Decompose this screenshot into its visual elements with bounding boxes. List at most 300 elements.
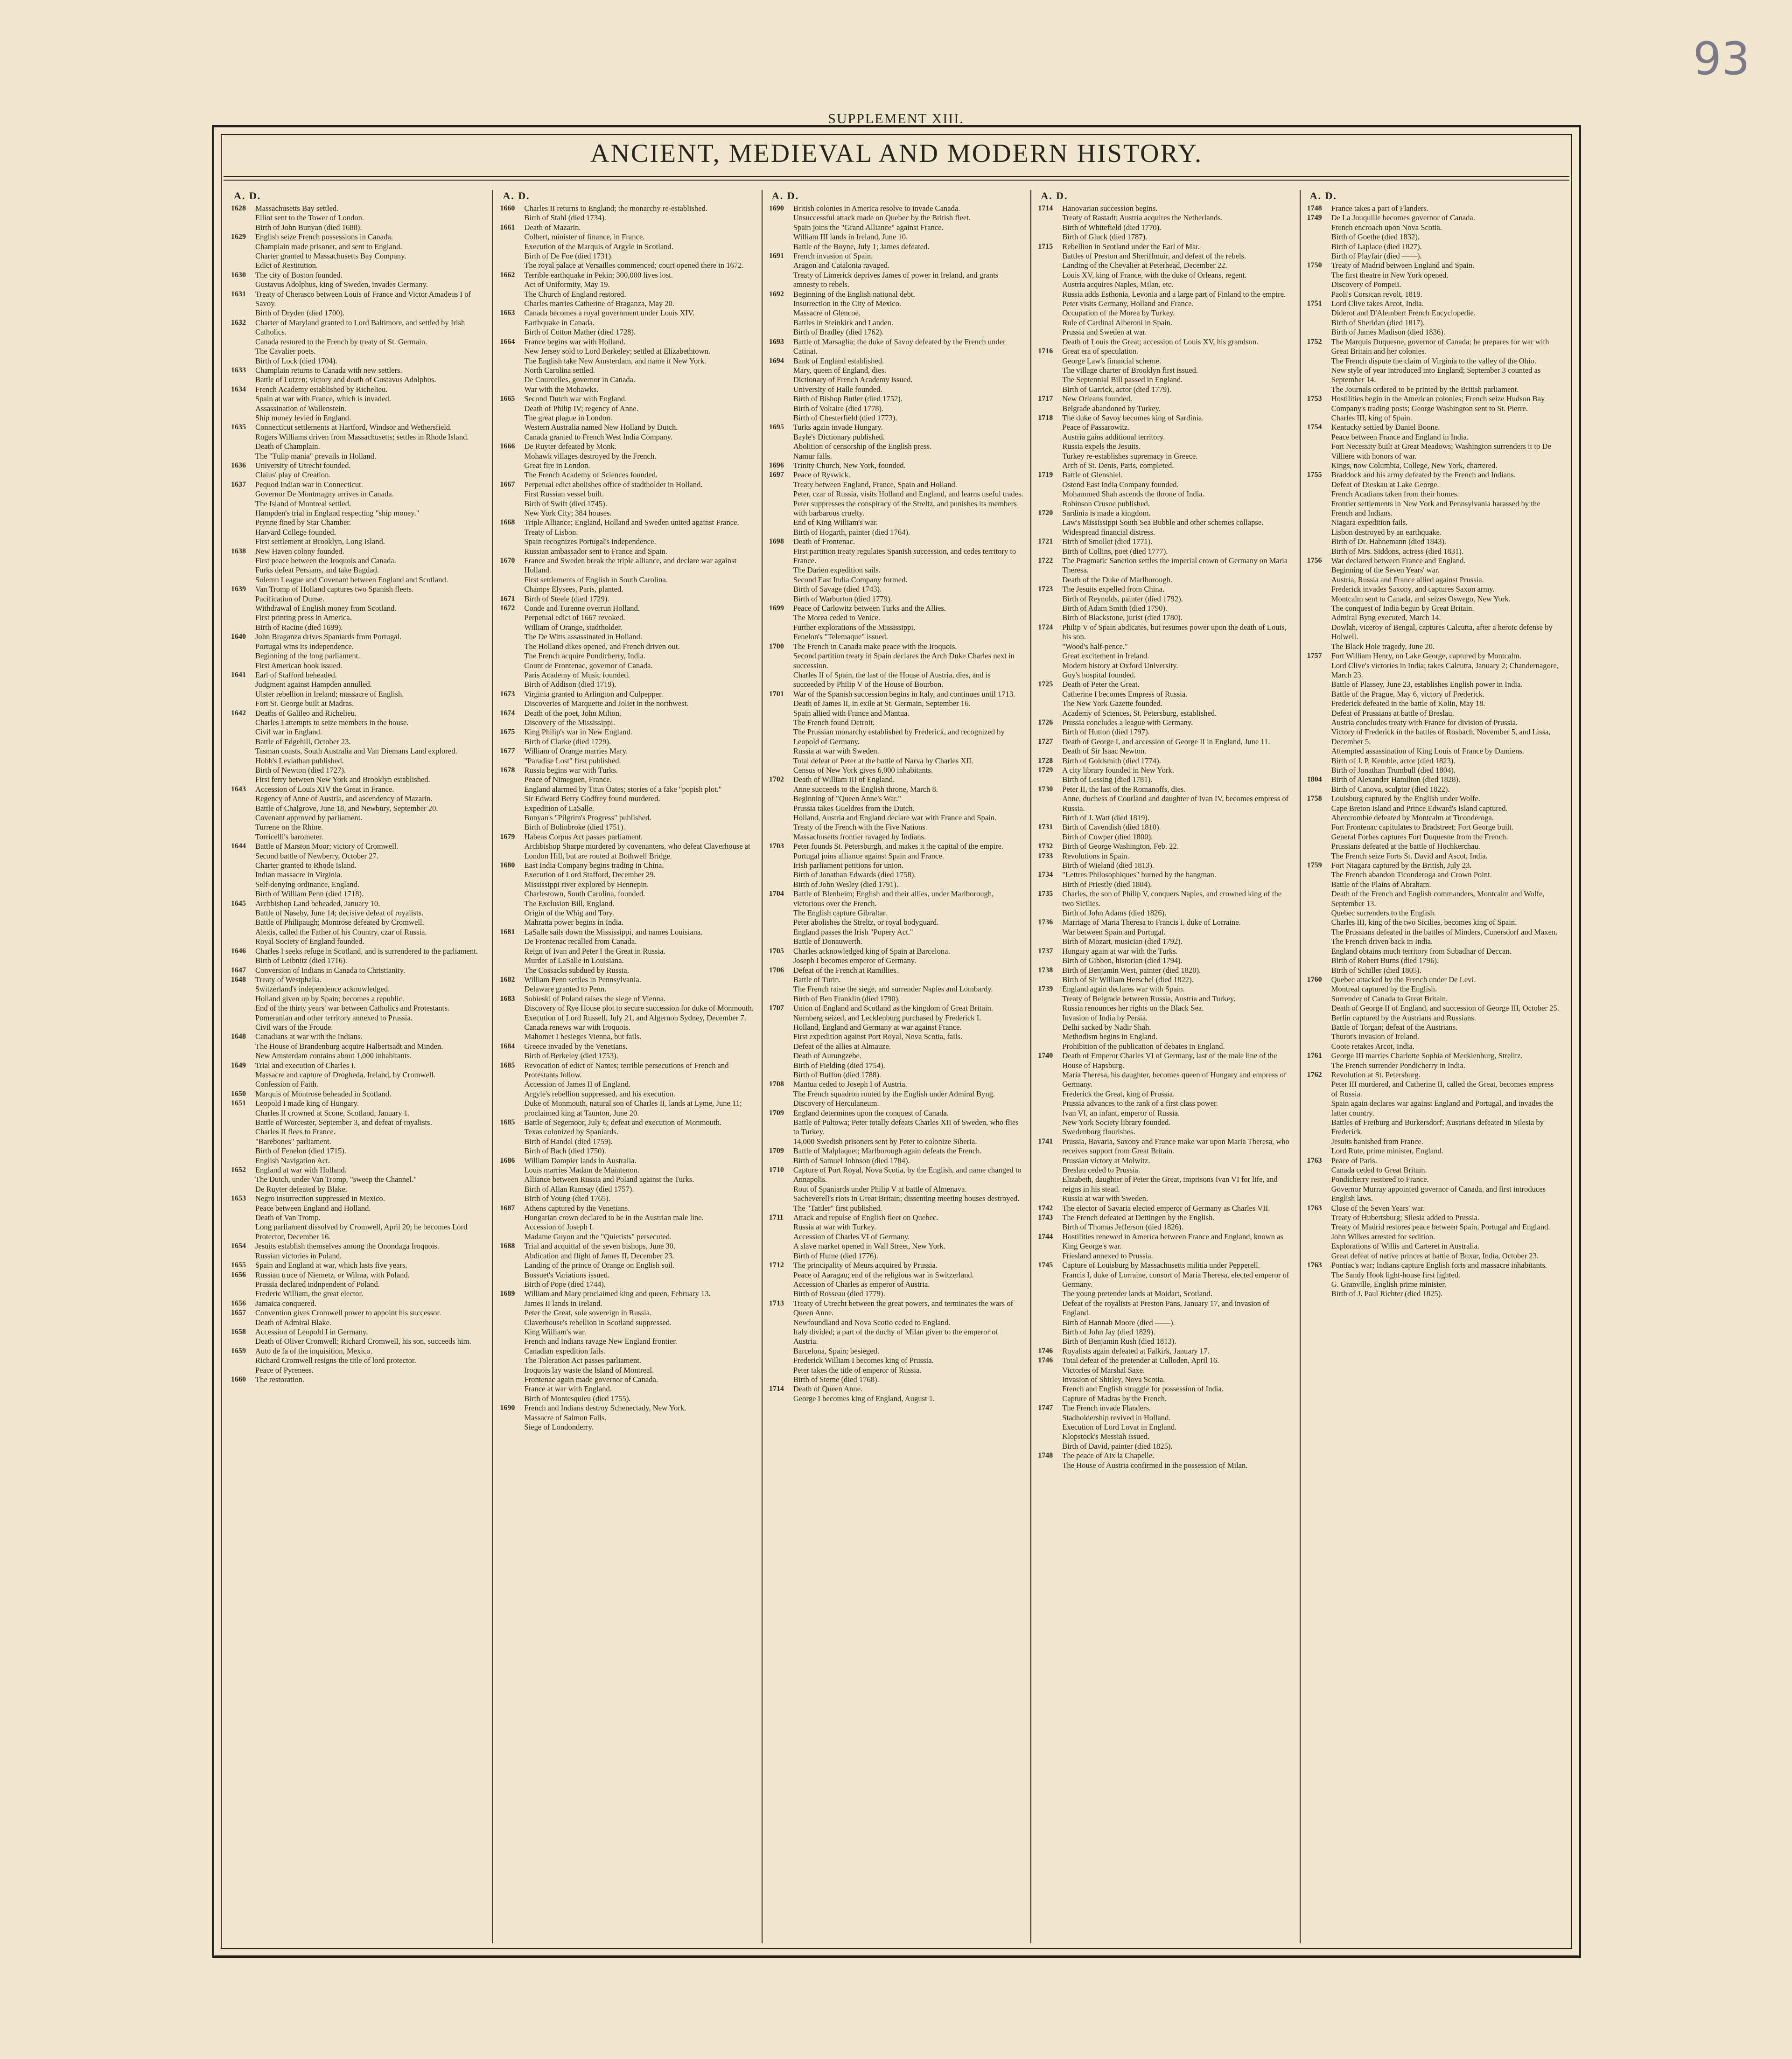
entry-text: Aragon and Catalonia ravaged. <box>793 261 890 270</box>
history-entry <box>769 1109 1024 1118</box>
entry-year: 1754 <box>1307 423 1322 432</box>
history-entry <box>769 433 1024 442</box>
entry-year: 1804 <box>1307 775 1322 784</box>
history-entry <box>1307 280 1562 289</box>
entry-text: Birth of Thomas Jefferson (died 1826). <box>1062 1222 1183 1232</box>
entry-text: Frontenac again made governor of Canada. <box>524 1375 658 1384</box>
history-entry <box>1038 690 1293 699</box>
entry-text: Invasion of Shirley, Nova Scotia. <box>1062 1375 1165 1384</box>
history-entry <box>1038 1261 1293 1270</box>
entry-text: De La Jouquille becomes governor of Canada. <box>1331 213 1475 223</box>
entry-year: 1721 <box>1038 537 1053 546</box>
history-entry <box>500 518 755 527</box>
history-entry <box>500 461 755 470</box>
entry-text: Birth of Priestly (died 1804). <box>1062 879 1152 889</box>
entry-text: De Frontenac recalled from Canada. <box>524 937 637 946</box>
entry-text: Frederick invades Saxony, and captures Saxon army. <box>1331 585 1495 594</box>
entry-year: 1645 <box>231 899 246 907</box>
entry-text: Birth of Jonathan Edwards (died 1758). <box>793 870 916 879</box>
entry-text: Treaty of Madrid between England and Spain. <box>1331 261 1475 270</box>
history-entry <box>231 1127 486 1137</box>
entry-text: Philip V of Spain abdicates, but resumes power upon the death of Louis, his son. <box>1062 622 1287 642</box>
history-entry <box>1307 984 1562 994</box>
history-entry <box>500 1289 755 1298</box>
history-entry <box>769 908 1024 918</box>
entry-text: Birth of Dr. Hahnemann (died 1843). <box>1331 537 1447 546</box>
history-entry <box>500 337 755 347</box>
history-entry <box>1038 1023 1293 1032</box>
history-entry <box>231 842 486 851</box>
entry-year: 1713 <box>769 1299 784 1307</box>
entry-text: Birth of Smollet (died 1771). <box>1062 537 1153 546</box>
history-entry <box>500 280 755 289</box>
entry-text: The duke of Savoy becomes king of Sardinia. <box>1062 413 1204 422</box>
entry-text: Niagara expedition fails. <box>1331 518 1408 527</box>
entry-text: Discovery of Rye House plot to secure succession for duke of Monmouth. <box>524 1004 754 1013</box>
history-entry <box>231 347 486 356</box>
entry-text: Delaware granted to Penn. <box>524 984 607 994</box>
entry-text: Death of Admiral Blake. <box>255 1318 332 1327</box>
history-entry <box>1307 328 1562 337</box>
entry-text: John Wilkes arrested for sedition. <box>1331 1232 1435 1241</box>
history-entry <box>500 766 755 775</box>
entry-text: Western Australia named New Holland by Dutch. <box>524 423 678 432</box>
entry-year: 1636 <box>231 461 246 469</box>
history-entry <box>231 651 486 661</box>
entry-year: 1629 <box>231 233 246 241</box>
history-entry <box>1307 813 1562 823</box>
entry-text: Auto de fa of the inquisition, Mexico. <box>255 1346 372 1355</box>
history-entry <box>500 613 755 622</box>
entry-text: Mahratta power begins in India. <box>524 918 623 927</box>
entry-text: Regency of Anne of Austria, and ascendency of Mazarin. <box>255 794 433 803</box>
entry-text: Discovery of Pompeii. <box>1331 280 1401 289</box>
entry-text: England alarmed by Titus Oates; stories of a fake "popish plot." <box>524 784 722 794</box>
history-entry <box>769 709 1024 718</box>
entry-text: Lord Rute, prime minister, England. <box>1331 1146 1443 1156</box>
entry-year: 1665 <box>500 395 515 403</box>
history-entry <box>231 271 486 280</box>
entry-text: Academy of Sciences, St. Petersburg, established. <box>1062 708 1217 718</box>
entry-year: 1711 <box>769 1214 784 1222</box>
history-entry <box>500 1347 755 1356</box>
history-entry <box>769 480 1024 489</box>
entry-text: Revocation of edict of Nantes; terrible persecutions of French and Protestants follow. <box>524 1061 729 1079</box>
history-entry <box>1038 1251 1293 1261</box>
history-entry <box>231 1318 486 1327</box>
entry-text: Prussia advances to the rank of a first class power. <box>1062 1099 1218 1108</box>
entry-year: 1695 <box>769 423 784 432</box>
entry-text: Joseph I becomes emperor of Germany. <box>793 956 917 965</box>
entry-text: "Wood's half-pence." <box>1062 642 1128 651</box>
history-entry <box>231 1222 486 1242</box>
entry-year: 1743 <box>1038 1214 1053 1222</box>
history-entry <box>1038 1232 1293 1251</box>
history-entry <box>769 575 1024 585</box>
history-entry <box>231 623 486 632</box>
history-entry <box>231 870 486 879</box>
entry-text: Marriage of Maria Theresa to Francis I, duke of Lorraine. <box>1062 918 1241 927</box>
entry-text: George Law's financial scheme. <box>1062 356 1162 365</box>
history-entry <box>231 290 486 309</box>
history-entry <box>769 1023 1024 1032</box>
history-entry <box>769 984 1024 994</box>
history-entry <box>1307 861 1562 870</box>
entry-text: Austria gains additional territory. <box>1062 432 1165 441</box>
entry-year: 1653 <box>231 1194 246 1203</box>
entry-text: Birth of Bach (died 1750). <box>524 1146 606 1156</box>
entry-text: First peace between the Iroquois and Canada. <box>255 556 396 565</box>
history-entry <box>1307 1242 1562 1251</box>
entry-year: 1661 <box>500 223 515 231</box>
history-entry <box>500 1356 755 1365</box>
entry-text: Discovery of Herculaneum. <box>793 1099 879 1108</box>
history-entry <box>500 1175 755 1184</box>
history-entry <box>500 594 755 604</box>
entry-text: Rogers Williams driven from Massachusetts; settles in Rhode Island. <box>255 432 469 441</box>
history-entry <box>1307 1051 1562 1061</box>
entry-year: 1667 <box>500 480 515 489</box>
history-entry <box>1307 651 1562 661</box>
history-entry <box>500 1146 755 1156</box>
entry-text: Birth of Sir William Herschel (died 1822). <box>1062 975 1194 984</box>
entry-text: Birth of Montesquieu (died 1755). <box>524 1394 631 1403</box>
entry-year: 1671 <box>500 594 515 603</box>
history-entry <box>231 489 486 499</box>
history-entry <box>500 1194 755 1203</box>
entry-text: Birth of Bishop Butler (died 1752). <box>793 394 903 404</box>
history-entry <box>769 813 1024 823</box>
history-entry <box>231 204 486 213</box>
entry-text: Withdrawal of English money from Scotland. <box>255 604 397 613</box>
page-number: 93 <box>1693 33 1750 85</box>
entry-year: 1714 <box>769 1385 784 1393</box>
history-entry <box>500 661 755 670</box>
history-entry <box>231 1070 486 1080</box>
entry-year: 1682 <box>500 975 515 984</box>
entry-year: 1758 <box>1307 795 1322 803</box>
history-entry <box>500 452 755 461</box>
entry-text: "Paradise Lost" first published. <box>524 756 621 765</box>
history-entry <box>231 213 486 223</box>
history-entry <box>231 1089 486 1099</box>
entry-year: 1737 <box>1038 947 1053 955</box>
entry-text: Claius' play of Creation. <box>255 470 331 480</box>
history-entry <box>231 223 486 232</box>
entry-text: George III marries Charlotte Sophia of Meckienburg, Strelitz. <box>1331 1051 1523 1061</box>
entry-text: Accession of James II of England. <box>524 1080 631 1089</box>
history-entry <box>500 1080 755 1089</box>
history-entry <box>769 1146 1024 1156</box>
history-entry <box>500 1299 755 1308</box>
entry-text: New Orleans founded. <box>1062 394 1132 404</box>
entry-text: Russia at war with Sweden. <box>1062 1194 1148 1203</box>
entry-text: The Journals ordered to be printed by the British parliament. <box>1331 384 1519 394</box>
entry-text: Canada granted to French West India Company. <box>524 432 672 441</box>
history-entry <box>500 1023 755 1032</box>
history-entry <box>769 337 1024 356</box>
history-entry <box>231 1327 486 1337</box>
history-entry <box>1307 727 1562 747</box>
entry-year: 1763 <box>1307 1204 1322 1212</box>
entry-text: The Cavalier poets. <box>255 347 316 356</box>
history-column <box>492 190 761 1943</box>
entry-year: 1709 <box>769 1147 784 1155</box>
history-entry <box>769 1080 1024 1089</box>
entry-text: John Braganza drives Spaniards from Portugal. <box>255 632 402 642</box>
history-entry <box>769 1042 1024 1051</box>
entry-text: Siege of Londonderry. <box>524 1423 594 1431</box>
history-entry <box>231 1194 486 1203</box>
entry-year: 1760 <box>1307 975 1322 984</box>
entry-text: Spain allied with France and Mantua. <box>793 708 910 718</box>
history-entry <box>1038 1356 1293 1365</box>
entry-text: Battle of Glenshiel. <box>1062 470 1123 480</box>
history-entry <box>1307 747 1562 756</box>
entry-text: G. Granville, English prime minister. <box>1331 1279 1447 1289</box>
entry-year: 1740 <box>1038 1052 1053 1060</box>
history-entry <box>1307 1042 1562 1051</box>
entry-text: The Jesuits expelled from China. <box>1062 585 1165 594</box>
entry-text: The French raise the siege, and surrender Naples and Lombardy. <box>793 984 993 994</box>
entry-text: Alexis, called the Father of his Country, czar of Russia. <box>255 927 427 936</box>
history-entry <box>231 737 486 747</box>
entry-text: Battle of the Boyne, July 1; James defeated. <box>793 242 930 251</box>
history-entry <box>1307 518 1562 527</box>
history-entry <box>769 470 1024 480</box>
entry-text: Treaty of the French with the Five Nations. <box>793 823 927 832</box>
history-entry <box>1038 1070 1293 1089</box>
history-entry <box>769 442 1024 451</box>
entry-text: Peace of Passarowitz. <box>1062 423 1130 432</box>
history-entry <box>500 1413 755 1423</box>
entry-text: New York Society library founded. <box>1062 1118 1171 1127</box>
history-entry <box>769 1051 1024 1061</box>
history-entry <box>1307 223 1562 232</box>
entry-text: Birth of John Adams (died 1826). <box>1062 908 1167 918</box>
entry-text: William and Mary proclaimed king and queen, February 13. <box>524 1289 711 1298</box>
history-entry <box>1038 994 1293 1004</box>
entry-year: 1658 <box>231 1327 246 1336</box>
history-entry <box>769 842 1024 851</box>
entry-text: Origin of the Whig and Tory. <box>524 908 614 918</box>
entry-text: A city library founded in New York. <box>1062 765 1174 775</box>
history-entry <box>1038 794 1293 813</box>
entry-text: Battle of Marston Moor; victory of Cromwell. <box>255 842 399 851</box>
entry-text: Law's Mississippi South Sea Bubble and other schemes collapse. <box>1062 518 1264 527</box>
history-entry <box>1038 452 1293 461</box>
history-entry <box>500 1089 755 1099</box>
entry-text: France takes a part of Flanders. <box>1331 204 1428 213</box>
history-entry <box>1307 213 1562 223</box>
entry-text: Negro insurrection suppressed in Mexico. <box>255 1194 385 1203</box>
entry-text: Birth of Hogarth, painter (died 1764). <box>793 527 910 537</box>
entry-text: Second East India Company formed. <box>793 575 908 584</box>
history-entry <box>1307 1013 1562 1023</box>
history-entry <box>231 709 486 718</box>
entry-text: Birth of Dryden (died 1700). <box>255 308 345 318</box>
history-entry <box>769 423 1024 432</box>
entry-text: The French in Canada make peace with the Iroquois. <box>793 642 957 651</box>
entry-text: The Pragmatic Sanction settles the imperial crown of Germany on Maria Theresa. <box>1062 556 1288 575</box>
entry-text: Jesuits banished from France. <box>1331 1137 1423 1146</box>
history-entry <box>1307 928 1562 937</box>
entry-text: Death of Mazarin. <box>524 223 581 232</box>
entry-text: Battle of Donauwerth. <box>793 937 862 946</box>
history-entry <box>1038 1204 1293 1213</box>
history-entry <box>1038 766 1293 775</box>
entry-text: A slave market opened in Wall Street, New York. <box>793 1242 945 1251</box>
entry-text: Birth of Sheridan (died 1817). <box>1331 318 1425 327</box>
history-entry <box>769 1318 1024 1327</box>
history-entry <box>231 1042 486 1051</box>
entry-text: Trial and execution of Charles I. <box>255 1061 356 1070</box>
history-entry <box>231 1366 486 1375</box>
entry-year: 1639 <box>231 585 246 593</box>
entry-text: First expedition against Port Royal, Nova Scotia, fails. <box>793 1032 963 1041</box>
entry-text: Birth of Bradley (died 1762). <box>793 328 884 337</box>
entry-year: 1747 <box>1038 1404 1053 1412</box>
entry-year: 1716 <box>1038 347 1053 356</box>
entry-text: "Barebones" parliament. <box>255 1137 331 1146</box>
entry-text: Champs Elysees, Paris, planted. <box>524 585 623 594</box>
entry-text: Birth of Leibnitz (died 1716). <box>255 956 347 965</box>
history-entry <box>769 290 1024 299</box>
entry-year: 1674 <box>500 709 515 717</box>
entry-text: Peter founds St. Petersburgh, and makes it the capital of the empire. <box>793 842 1004 851</box>
history-entry <box>769 604 1024 613</box>
history-entry <box>1038 756 1293 766</box>
entry-text: Death of Oliver Cromwell; Richard Cromwell, his son, succeeds him. <box>255 1337 471 1346</box>
history-entry <box>500 775 755 784</box>
entry-year: 1745 <box>1038 1261 1053 1270</box>
history-entry <box>769 594 1024 604</box>
history-entry <box>1038 727 1293 737</box>
history-entry <box>769 613 1024 622</box>
entry-text: Birth of Cavendish (died 1810). <box>1062 823 1161 832</box>
entry-text: Marquis of Montrose beheaded in Scotland. <box>255 1089 392 1098</box>
history-entry <box>500 223 755 232</box>
history-entry <box>1307 204 1562 213</box>
entry-text: Charles acknowledged king of Spain at Barcelona. <box>793 946 950 956</box>
history-entry <box>500 832 755 842</box>
entry-text: Berlin captured by the Austrians and Russians. <box>1331 1013 1476 1022</box>
history-entry <box>769 1242 1024 1251</box>
history-entry <box>500 1366 755 1375</box>
entry-text: Paris Academy of Music founded. <box>524 670 630 679</box>
history-entry <box>231 966 486 975</box>
entry-text: Birth of Reynolds, painter (died 1792). <box>1062 594 1183 603</box>
entry-text: Great fire in London. <box>524 461 590 470</box>
history-entry <box>1038 1004 1293 1013</box>
history-entry <box>769 1070 1024 1080</box>
history-entry <box>1307 537 1562 546</box>
history-entry <box>769 670 1024 690</box>
history-entry <box>500 366 755 375</box>
entry-text: Landing of the prince of Orange on English soil. <box>524 1261 675 1270</box>
entry-text: Occupation of the Morea by Turkey. <box>1062 308 1175 318</box>
entry-text: Birth of Goethe (died 1832). <box>1331 232 1420 242</box>
entry-text: Beginning of the Seven Years' war. <box>1331 565 1440 575</box>
entry-text: Mississippi river explored by Hennepin. <box>524 879 649 889</box>
entry-text: New style of year introduced into England; September 3 counted as September 14. <box>1331 365 1541 384</box>
history-entry <box>1307 556 1562 565</box>
history-entry <box>500 975 755 984</box>
entry-text: The Holland dikes opened, and French driven out. <box>524 642 680 651</box>
history-entry <box>769 651 1024 670</box>
entry-text: The Morea ceded to Venice. <box>793 613 881 622</box>
history-entry <box>1307 947 1562 956</box>
entry-text: Birth of Laplace (died 1827). <box>1331 242 1422 251</box>
entry-text: Ship money levied in England. <box>255 413 351 422</box>
entry-text: Defeat of Prussians at battle of Breslau. <box>1331 708 1454 718</box>
history-entry <box>1038 509 1293 518</box>
entry-text: Battles of Preston and Sheriffmuir, and defeat of the rebels. <box>1062 251 1246 261</box>
entry-text: England determines upon the conquest of Canada. <box>793 1108 949 1117</box>
entry-text: Close of the Seven Years' war. <box>1331 1203 1425 1213</box>
entry-text: Death of George II of England, and succession of George III, October 25. <box>1331 1004 1559 1013</box>
history-entry <box>1307 794 1562 803</box>
entry-text: The French abandon Ticonderoga and Crown Point. <box>1331 870 1492 879</box>
history-entry <box>1038 366 1293 375</box>
entry-text: Convention gives Cromwell power to appoint his successor. <box>255 1308 441 1318</box>
history-entry <box>1307 489 1562 499</box>
entry-year: 1746 <box>1038 1347 1053 1355</box>
entry-text: Governor De Montmagny arrives in Canada. <box>255 489 394 499</box>
history-entry <box>1038 433 1293 442</box>
entry-text: Death of James II, in exile at St. Germain, September 16. <box>793 699 971 708</box>
entry-text: The French Academy of Sciences founded. <box>524 470 658 480</box>
history-entry <box>231 1099 486 1108</box>
history-entry <box>1307 1118 1562 1137</box>
history-entry <box>231 747 486 756</box>
entry-text: Cape Breton Island and Prince Edward's Island captured. <box>1331 803 1508 813</box>
entry-text: Birth of Gluck (died 1787). <box>1062 232 1148 242</box>
entry-year: 1751 <box>1307 300 1322 308</box>
title-rule <box>224 176 1569 181</box>
entry-text: Prussia declared indnpendent of Poland. <box>255 1279 380 1289</box>
entry-year: 1709 <box>769 1109 784 1117</box>
entry-text: Birth of John Bunyan (died 1688). <box>255 223 362 232</box>
history-entry <box>500 966 755 975</box>
history-entry <box>231 261 486 270</box>
entry-text: Battle of Philipaugh; Montrose defeated by Cromwell. <box>255 918 424 927</box>
history-entry <box>1307 547 1562 556</box>
entry-year: 1631 <box>231 290 246 298</box>
history-entry <box>769 1222 1024 1232</box>
entry-year: 1685 <box>500 1061 515 1069</box>
history-entry <box>769 775 1024 784</box>
history-entry <box>1038 1118 1293 1127</box>
entry-text: William Dampier lands in Australia. <box>524 1156 637 1165</box>
history-entry <box>769 366 1024 375</box>
entry-text: Birth of Newton (died 1727). <box>255 765 346 775</box>
history-entry <box>769 308 1024 318</box>
history-entry <box>1307 1156 1562 1166</box>
history-entry <box>769 861 1024 870</box>
history-entry <box>1038 242 1293 251</box>
history-entry <box>1038 1337 1293 1346</box>
entry-text: Invasion of India by Persia. <box>1062 1013 1148 1022</box>
history-entry <box>231 480 486 489</box>
history-entry <box>1038 709 1293 718</box>
history-entry <box>231 1299 486 1308</box>
entry-year: 1657 <box>231 1309 246 1317</box>
history-entry <box>769 489 1024 499</box>
history-entry <box>500 737 755 747</box>
entry-text: French Acadians taken from their homes. <box>1331 489 1459 499</box>
history-entry <box>231 690 486 699</box>
